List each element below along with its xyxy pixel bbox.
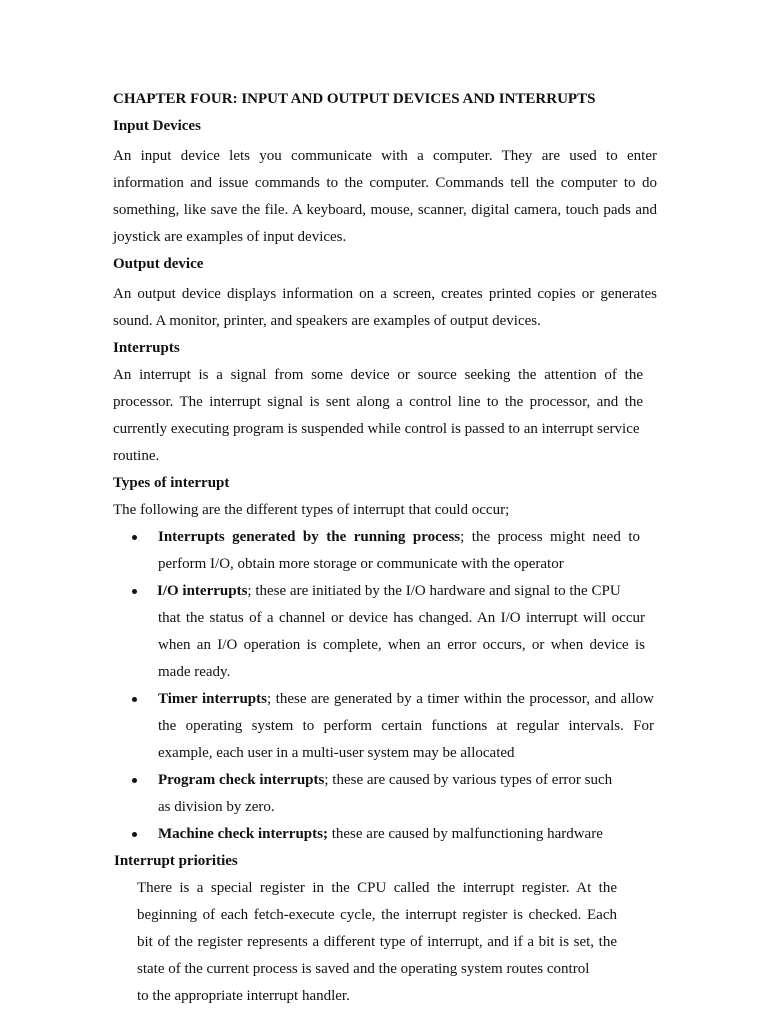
list-item-line: made ready. [158, 664, 231, 680]
list-item-term: Machine check interrupts; [158, 826, 328, 842]
paragraph-line: bit of the register represents a different type of interrupt, and if a bit is set, the [137, 934, 617, 950]
paragraph-line: An output device displays information on a screen, creates printed copies or generates [113, 286, 657, 302]
paragraph-line: An interrupt is a signal from some device or source seeking the attention of the [113, 367, 643, 383]
paragraph-line: routine. [113, 448, 160, 464]
chapter-title: CHAPTER FOUR: INPUT AND OUTPUT DEVICES AND INTERRUPTS [113, 91, 596, 107]
paragraph-line: something, like save the file. A keyboard, mouse, scanner, digital camera, touch pads and [113, 202, 657, 218]
input-devices-paragraph [113, 143, 657, 251]
paragraph-line: joystick are examples of input devices. [113, 229, 347, 245]
list-item-line: perform I/O, obtain more storage or communicate with the operator [158, 556, 564, 572]
types-intro: The following are the different types of interrupt that could occur; [113, 502, 510, 518]
input-devices-heading: Input Devices [113, 118, 201, 134]
bullet-icon [132, 589, 137, 594]
paragraph-line: to the appropriate interrupt handler. [137, 988, 350, 1004]
interrupt-types-list [113, 524, 657, 848]
list-item-term: Program check interrupts [158, 772, 325, 788]
list-item-term: Interrupts generated by the running process [158, 529, 461, 545]
list-item-line: example, each user in a multi-user system may be allocated [158, 745, 515, 761]
bullet-icon [132, 535, 137, 540]
list-item [113, 524, 657, 578]
paragraph-line: currently executing program is suspended while control is passed to an interrupt service [113, 421, 640, 437]
paragraph-line: An input device lets you communicate with a computer. They are used to enter [113, 148, 657, 164]
list-item [113, 578, 657, 686]
list-item-line: when an I/O operation is complete, when an error occurs, or when device is [158, 637, 645, 653]
paragraph-line: processor. The interrupt signal is sent along a control line to the processor, and the [113, 394, 643, 410]
output-device-paragraph [113, 281, 657, 335]
bullet-icon [132, 832, 137, 837]
list-item-line: as division by zero. [158, 799, 275, 815]
list-item [113, 767, 657, 821]
types-of-interrupt-heading: Types of interrupt [113, 475, 230, 491]
paragraph-line: state of the current process is saved and the operating system routes control [137, 961, 590, 977]
list-item-line: the operating system to perform certain functions at regular intervals. For [158, 718, 654, 734]
list-item-line: Timer interrupts; these are generated by a timer within the processor, and allow [158, 691, 654, 707]
output-device-heading: Output device [113, 256, 204, 272]
list-item-line: Program check interrupts; these are caused by various types of error such [158, 772, 613, 788]
list-item-line: I/O interrupts; these are initiated by the I/O hardware and signal to the CPU [157, 583, 621, 599]
list-item-line: Interrupts generated by the running process; the process might need to [158, 529, 640, 545]
list-item [113, 686, 657, 767]
paragraph-line: information and issue commands to the computer. Commands tell the computer to do [113, 175, 657, 191]
bullet-icon [132, 697, 137, 702]
paragraph-line: beginning of each fetch-execute cycle, the interrupt register is checked. Each [137, 907, 617, 923]
list-item [113, 821, 657, 848]
interrupt-priorities-heading: Interrupt priorities [114, 853, 238, 869]
paragraph-line: sound. A monitor, printer, and speakers are examples of output devices. [113, 313, 541, 329]
interrupts-paragraph [113, 362, 657, 470]
list-item-term: I/O interrupts [157, 583, 248, 599]
list-item-line: Machine check interrupts; these are caused by malfunctioning hardware [158, 826, 603, 842]
document-body [113, 86, 657, 1010]
list-item-line: that the status of a channel or device has changed. An I/O interrupt will occur [158, 610, 645, 626]
bullet-icon [132, 778, 137, 783]
interrupts-heading: Interrupts [113, 340, 180, 356]
list-item-term: Timer interrupts [158, 691, 267, 707]
interrupt-priorities-paragraph [113, 875, 617, 1010]
paragraph-line: There is a special register in the CPU called the interrupt register. At the [137, 880, 617, 896]
